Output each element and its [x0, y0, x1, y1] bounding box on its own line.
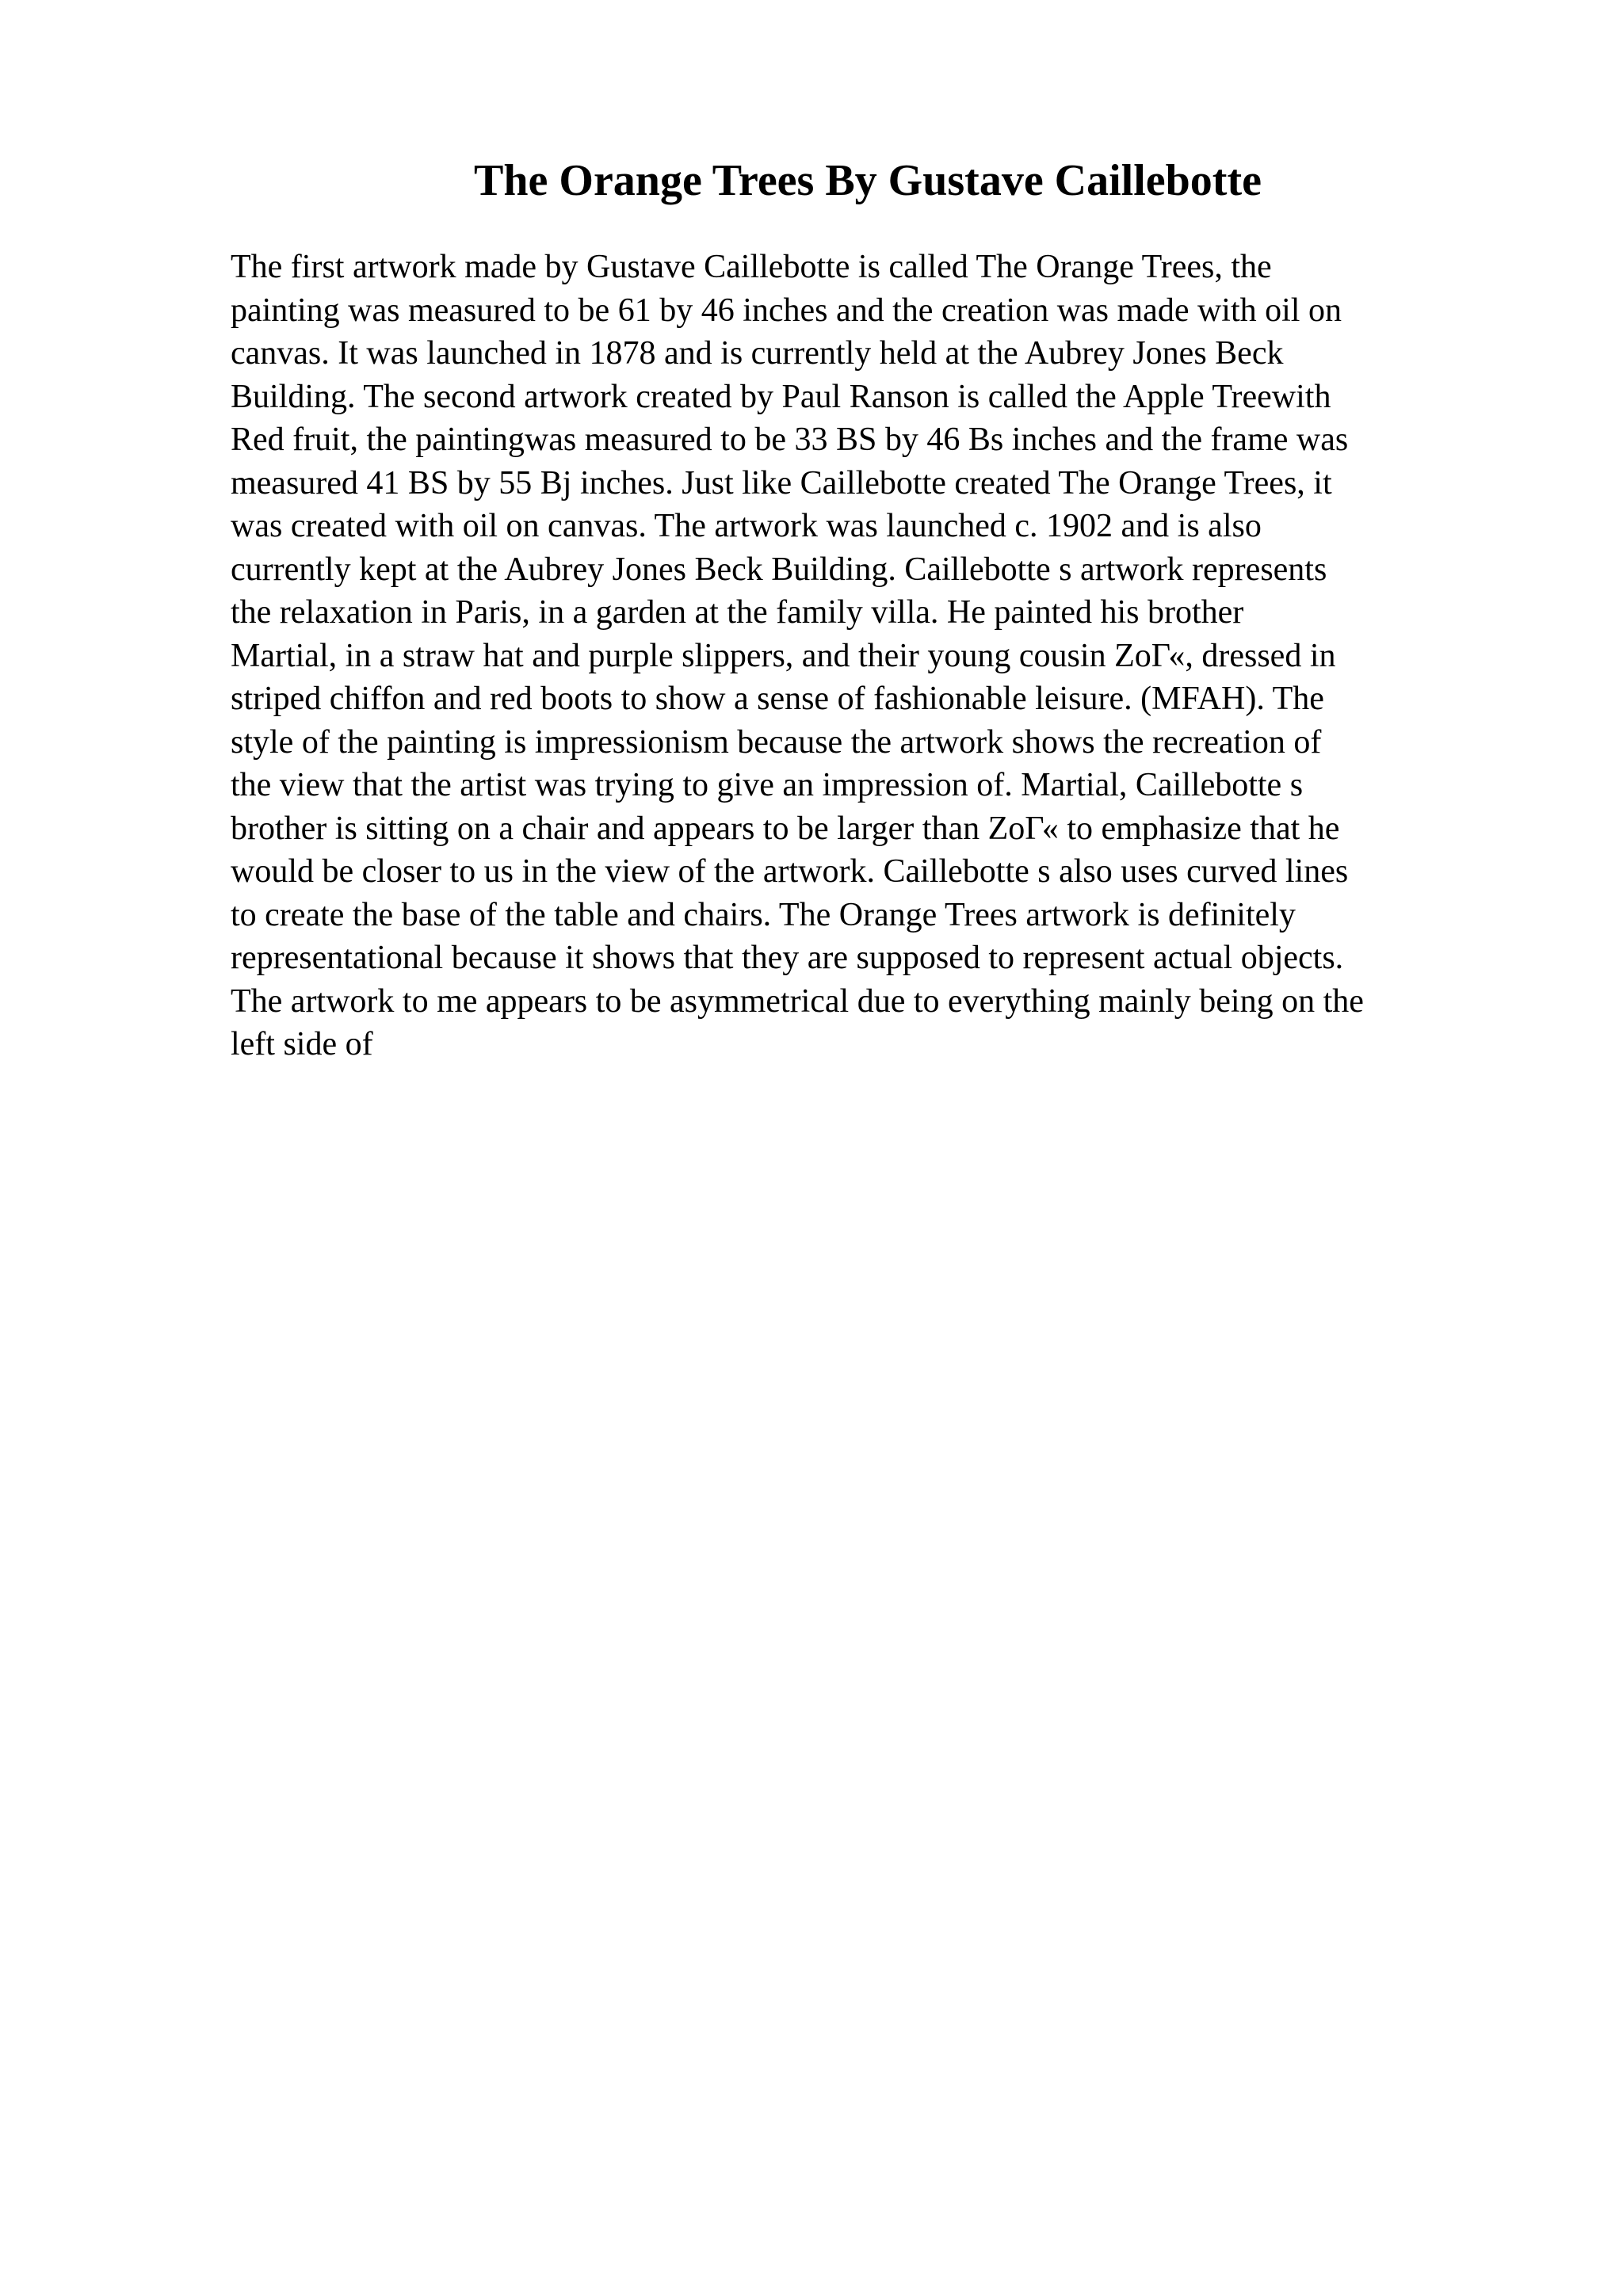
body-line: Red fruit, the paintingwas measured to be 33 BS by 46 Bs inches and the frame was	[231, 421, 1349, 458]
body-line: The first artwork made by Gustave Caillebotte is called The Orange Trees, the	[231, 249, 1272, 285]
body-line: to create the base of the table and chairs. The Orange Trees artwork is definitely	[231, 896, 1296, 933]
body-line: painting was measured to be 61 by 46 inches and the creation was made with oil on	[231, 292, 1342, 329]
body-line: the view that the artist was trying to give an impression of. Martial, Caillebotte s	[231, 767, 1304, 803]
body-line: currently kept at the Aubrey Jones Beck Building. Caillebotte s artwork represents	[231, 551, 1327, 588]
body-line: brother is sitting on a chair and appears to be larger than ZoГ« to emphasize that he	[231, 810, 1340, 847]
body-line: canvas. It was launched in 1878 and is currently held at the Aubrey Jones Beck	[231, 335, 1284, 372]
body-line: striped chiffon and red boots to show a sense of fashionable leisure. (MFAH). The	[231, 681, 1324, 717]
body-line: the relaxation in Paris, in a garden at the family villa. He painted his brother	[231, 594, 1244, 631]
body-line: would be closer to us in the view of the artwork. Caillebotte s also uses curved lines	[231, 853, 1349, 890]
body-line: Martial, in a straw hat and purple slippers, and their young cousin ZoГ«, dressed in	[231, 637, 1336, 674]
body-line: was created with oil on canvas. The artwork was launched c. 1902 and is also	[231, 508, 1262, 544]
document-body	[231, 246, 1499, 1066]
body-line: Building. The second artwork created by Paul Ranson is called the Apple Treewith	[231, 378, 1331, 415]
body-line: style of the painting is impressionism because the artwork shows the recreation of	[231, 723, 1322, 761]
body-line: measured 41 BS by 55 Bj inches. Just like Caillebotte created The Orange Trees, it	[231, 464, 1332, 502]
body-line: The artwork to me appears to be asymmetrical due to everything mainly being on the	[231, 982, 1364, 1020]
document-title: The Orange Trees By Gustave Caillebotte	[474, 156, 1262, 205]
body-line: left side of	[231, 1026, 373, 1062]
body-line: representational because it shows that they are supposed to represent actual objects.	[231, 940, 1344, 976]
